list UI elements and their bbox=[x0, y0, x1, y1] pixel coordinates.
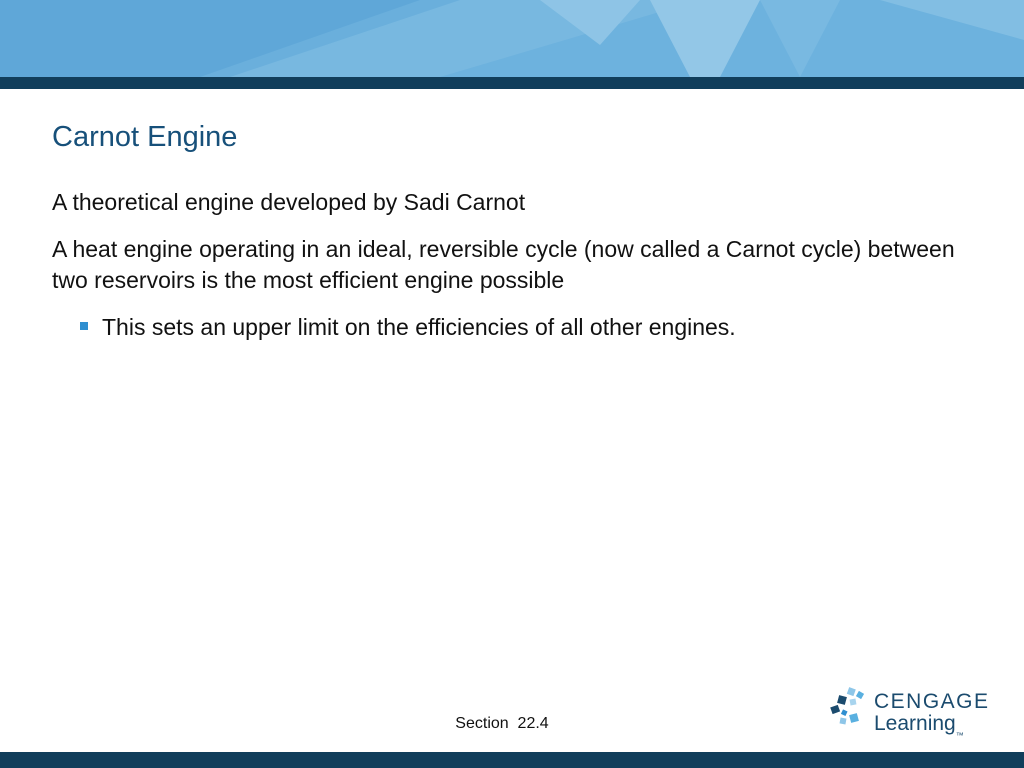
banner-graphic bbox=[0, 0, 1024, 77]
slide-title: Carnot Engine bbox=[52, 121, 238, 153]
logo-text-learning bbox=[874, 712, 964, 740]
cengage-logo bbox=[828, 686, 988, 740]
bullet-text: This sets an upper limit on the efficiencies of all other engines. bbox=[102, 314, 736, 340]
footer-rule bbox=[0, 752, 1024, 768]
cengage-logo-icon bbox=[828, 686, 868, 730]
logo-text-learning-word: Learning bbox=[874, 712, 956, 735]
header-rule bbox=[0, 77, 1024, 89]
trademark-symbol: ™ bbox=[955, 731, 964, 740]
paragraph-2: A heat engine operating in an ideal, reversible cycle (now called a Carnot cycle) between two reservoirs is the most efficient engine possible bbox=[52, 236, 955, 293]
square-bullet-icon bbox=[80, 322, 88, 330]
header-banner bbox=[0, 0, 1024, 77]
section-label: Section 22.4 bbox=[455, 715, 549, 732]
logo-text-cengage: CENGAGE bbox=[874, 690, 990, 713]
bullet-item bbox=[80, 312, 980, 343]
paragraph-1: A theoretical engine developed by Sadi Carnot bbox=[52, 189, 526, 215]
